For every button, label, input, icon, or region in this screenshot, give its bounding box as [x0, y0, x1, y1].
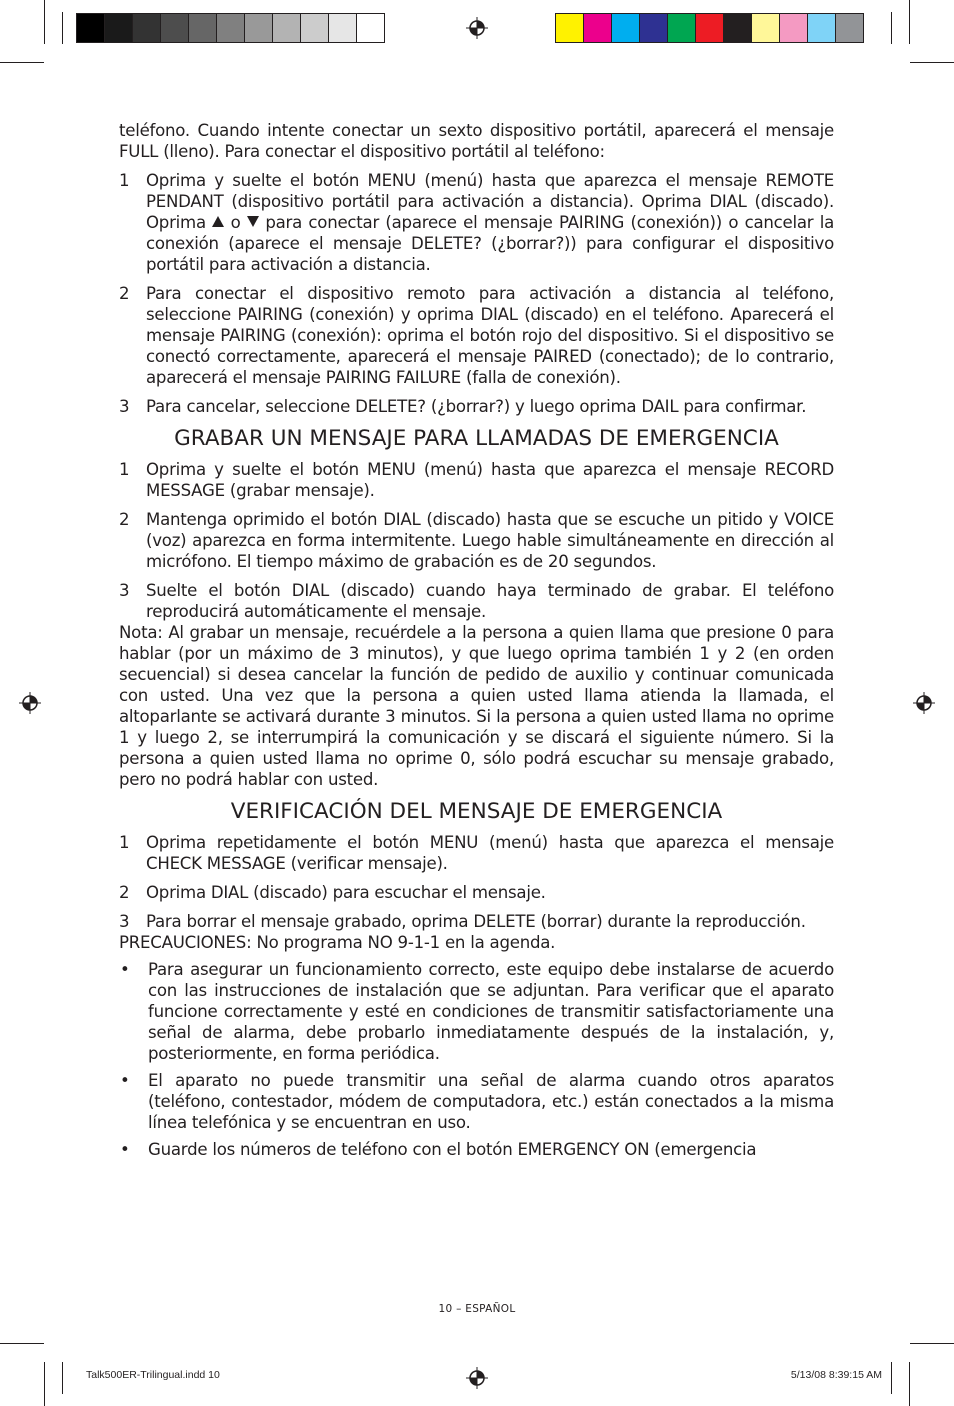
- step-text: Oprima DIAL (discado) para escuchar el mensaje.: [146, 883, 546, 902]
- step-text: Mantenga oprimido el botón DIAL (discado) hasta que se escuche un pitido y VOICE (voz) aparezca en forma intermitente. Luego hable simultáneamente en dirección al micrófono. El tiempo máximo de grabación es de 20 segundos.: [146, 510, 834, 571]
- step-number: 3: [119, 397, 130, 416]
- step-text: Para conectar el dispositivo remoto para activación a distancia al teléfono, seleccione PAIRING (conexión) y oprima DIAL (discado) en el teléfono. Aparecerá el mensaje PAIRING (conexión): oprima el botón rojo del dispositivo. Si el dispositivo se conectó correctamente, aparecerá el mensaje PAIRED (conectado); de lo contrario, aparecerá el mensaje PAIRING FAILURE (falla de conexión).: [146, 284, 834, 387]
- step-text: Oprima y suelte el botón MENU (menú) hasta que aparezca el mensaje RECORD MESSAGE (grabar mensaje).: [146, 460, 834, 500]
- registration-mark-icon: [466, 17, 488, 39]
- crop-mark: [909, 1362, 910, 1406]
- gray-swatch: [160, 13, 189, 43]
- gray-swatch: [132, 13, 161, 43]
- process-swatch: [807, 13, 836, 43]
- grayscale-color-bar: [76, 13, 384, 43]
- gray-swatch: [104, 13, 133, 43]
- process-swatch: [723, 13, 752, 43]
- step-number: 1: [119, 171, 130, 190]
- record-step: [119, 459, 834, 501]
- step-number: 2: [119, 284, 130, 303]
- bullet-icon: •: [120, 960, 130, 979]
- precautions-heading: PRECAUCIONES: No programa NO 9-1-1 en la agenda.: [119, 933, 556, 952]
- registration-mark-icon: [19, 692, 41, 714]
- step-number: 2: [119, 510, 130, 529]
- crop-mark: [891, 1362, 892, 1394]
- step-text: Para borrar el mensaje grabado, oprima DELETE (borrar) durante la reproducción.: [146, 912, 806, 931]
- note-paragraph: Nota: Al grabar un mensaje, recuérdele a la persona a quien llama que presione 0 para hablar (por un máximo de 3 minutos), y que luego oprima también 1 y 2 (en orden secuencial) si desea cancelar la función de pedido de auxilio y continuar comunicada con usted. Una vez que la persona a quien usted llama atienda la llamada, el altoparlante se activará durante 3 minutos. Si la persona a quien usted llama no oprime 1 y luego 2, se interrumpirá la comunicación y se discará el siguiente número. Si la persona a quien usted llama no oprime 0, sólo podrá escuchar su mensaje grabado, pero no podrá hablar con usted.: [119, 623, 834, 789]
- pair-step: [119, 170, 834, 275]
- crop-mark: [0, 62, 44, 63]
- step-number: 3: [119, 581, 130, 600]
- verify-step: [119, 882, 834, 903]
- process-swatch: [835, 13, 864, 43]
- step-number: 1: [119, 833, 130, 852]
- verify-step: [119, 911, 834, 932]
- gray-swatch: [188, 13, 217, 43]
- step-number: 2: [119, 883, 130, 902]
- gray-swatch: [216, 13, 245, 43]
- process-swatch: [611, 13, 640, 43]
- record-step: [119, 509, 834, 572]
- up-arrow-icon: [212, 216, 224, 227]
- gray-swatch: [272, 13, 301, 43]
- step-text: para conectar (aparece el mensaje PAIRING (conexión)) o cancelar la conexión (aparece el mensaje DELETE? (¿borrar?)) para configurar el dispositivo portátil para activación a distancia.: [146, 213, 835, 274]
- crop-mark: [44, 1362, 45, 1406]
- step-text: Oprima repetidamente el botón MENU (menú) hasta que aparezca el mensaje CHECK MESSAGE (verificar mensaje).: [146, 833, 834, 873]
- precaution-bullet: [119, 959, 834, 1064]
- page-footer: 10 – ESPAÑOL: [438, 1303, 516, 1315]
- crop-mark: [0, 1343, 44, 1344]
- process-swatch: [779, 13, 808, 43]
- process-swatch: [555, 13, 584, 43]
- crop-mark: [910, 1343, 954, 1344]
- process-swatch: [583, 13, 612, 43]
- crop-mark: [62, 1362, 63, 1394]
- crop-mark: [44, 0, 45, 44]
- step-text: Para cancelar, seleccione DELETE? (¿borrar?) y luego oprima DAIL para confirmar.: [146, 397, 807, 416]
- precaution-bullet: [119, 1070, 834, 1133]
- crop-mark: [62, 12, 63, 44]
- crop-mark: [910, 62, 954, 63]
- registration-mark-icon: [466, 1367, 488, 1389]
- section-heading-record: GRABAR UN MENSAJE PARA LLAMADAS DE EMERGENCIA: [174, 426, 779, 451]
- bullet-icon: •: [120, 1071, 130, 1090]
- process-swatch: [639, 13, 668, 43]
- registration-mark-icon: [913, 692, 935, 714]
- process-swatch: [695, 13, 724, 43]
- bullet-icon: •: [120, 1140, 130, 1159]
- crop-mark: [891, 12, 892, 44]
- step-text: o: [230, 213, 241, 232]
- process-color-bar: [555, 13, 863, 43]
- bullet-text: Para asegurar un funcionamiento correcto, este equipo debe instalarse de acuerdo con las instrucciones de instalación que se adjuntan. Para verificar que el aparato funcione correctamente y esté en condiciones de transmitir satisfactoriamente una señal de alarma, debe probarlo inmediatamente después de la instalación, y, posteriormente, en forma periódica.: [148, 960, 834, 1063]
- step-text: Suelte el botón DIAL (discado) cuando haya terminado de grabar. El teléfono reproducirá automáticamente el mensaje.: [146, 581, 834, 621]
- section-heading-verify: VERIFICACIÓN DEL MENSAJE DE EMERGENCIA: [230, 799, 723, 824]
- slug-datetime: 5/13/08 8:39:15 AM: [790, 1369, 882, 1381]
- process-swatch: [667, 13, 696, 43]
- intro-paragraph: teléfono. Cuando intente conectar un sexto dispositivo portátil, aparecerá el mensaje FULL (lleno). Para conectar el dispositivo portátil al teléfono:: [119, 121, 834, 161]
- gray-swatch: [328, 13, 357, 43]
- step-number: 3: [119, 912, 130, 931]
- crop-mark: [909, 0, 910, 44]
- page-body: [119, 120, 834, 1160]
- pair-step: [119, 396, 834, 417]
- bullet-text: Guarde los números de teléfono con el botón EMERGENCY ON (emergencia: [148, 1140, 757, 1159]
- record-step: [119, 580, 834, 622]
- pair-step: [119, 283, 834, 388]
- verify-step: [119, 832, 834, 874]
- gray-swatch: [244, 13, 273, 43]
- gray-swatch: [300, 13, 329, 43]
- slug-filename: Talk500ER-Trilingual.indd 10: [86, 1369, 220, 1381]
- gray-swatch: [76, 13, 105, 43]
- down-arrow-icon: [247, 216, 259, 227]
- gray-swatch: [356, 13, 385, 43]
- step-text: Oprima y suelte el botón MENU (menú) hasta que aparezca el mensaje REMOTE PENDANT (dispositivo portátil para activación a distancia). Oprima DIAL (discado). Oprima: [146, 171, 834, 232]
- precaution-bullet: [119, 1139, 834, 1160]
- bullet-text: El aparato no puede transmitir una señal de alarma cuando otros aparatos (teléfono, contestador, módem de computadora, etc.) están conectados a la misma línea telefónica y se encuentran en uso.: [148, 1071, 834, 1132]
- process-swatch: [751, 13, 780, 43]
- step-number: 1: [119, 460, 130, 479]
